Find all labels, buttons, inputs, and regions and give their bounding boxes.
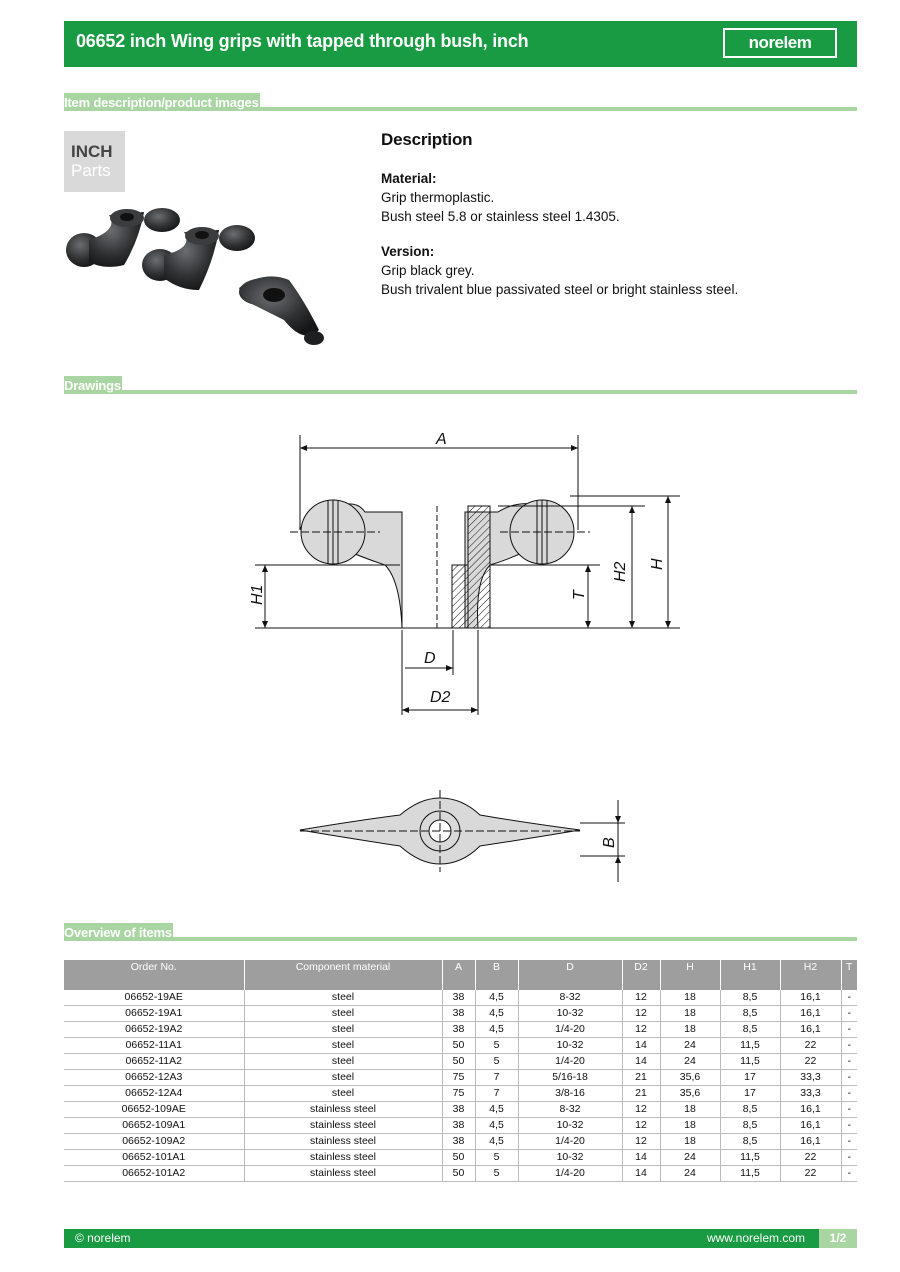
col-header: H [660, 960, 720, 990]
table-cell: 11,5 [720, 1150, 780, 1166]
table-cell: 5/16-18 [518, 1070, 622, 1086]
col-header: D2 [622, 960, 660, 990]
table-cell: 06652-101A1 [64, 1150, 244, 1166]
badge-line1: INCH [71, 142, 113, 161]
table-cell: 06652-109A1 [64, 1118, 244, 1134]
table-cell: 5 [475, 1038, 518, 1054]
table-cell: 12 [622, 990, 660, 1006]
table-cell: 8,5 [720, 1134, 780, 1150]
table-cell: 38 [442, 1134, 475, 1150]
table-cell: 8,5 [720, 1006, 780, 1022]
table-cell: 10-32 [518, 1038, 622, 1054]
table-cell: 7 [475, 1086, 518, 1102]
table-cell: 18 [660, 1006, 720, 1022]
table-cell: 38 [442, 1022, 475, 1038]
dim-label-A: A [436, 431, 447, 448]
material-label: Material: [381, 171, 437, 186]
table-row [64, 1022, 857, 1038]
table-cell: 8,5 [720, 1102, 780, 1118]
table-cell: 12 [622, 1118, 660, 1134]
dim-label-H: H [649, 558, 666, 570]
col-header: H2 [780, 960, 841, 990]
table-row [64, 1150, 857, 1166]
table-cell: steel [244, 1070, 442, 1086]
footer-copyright: © norelem [75, 1231, 131, 1245]
table-cell: 4,5 [475, 1022, 518, 1038]
dim-label-D: D [424, 650, 436, 667]
table-cell: 06652-12A4 [64, 1086, 244, 1102]
table-cell: 38 [442, 1102, 475, 1118]
table-cell: 3/8-16 [518, 1086, 622, 1102]
table-cell: stainless steel [244, 1150, 442, 1166]
table-cell: 38 [442, 1118, 475, 1134]
table-cell: 75 [442, 1086, 475, 1102]
table-row [64, 1166, 857, 1182]
table-cell: steel [244, 1022, 442, 1038]
table-cell: 18 [660, 1118, 720, 1134]
description-block [381, 130, 851, 315]
table-cell: - [841, 1118, 857, 1134]
material-line: Grip thermoplastic. [381, 190, 495, 205]
table-row [64, 1134, 857, 1150]
table-cell: 14 [622, 1054, 660, 1070]
table-cell: 1/4-20 [518, 1134, 622, 1150]
page-header [64, 21, 857, 67]
section-label: Drawings [64, 378, 121, 393]
table-cell: 14 [622, 1150, 660, 1166]
table-cell: 1/4-20 [518, 1022, 622, 1038]
table-cell: 21 [622, 1070, 660, 1086]
items-table [64, 960, 857, 1182]
table-cell: stainless steel [244, 1166, 442, 1182]
table-cell: 50 [442, 1038, 475, 1054]
table-row [64, 1070, 857, 1086]
table-cell: - [841, 990, 857, 1006]
table-cell: - [841, 1150, 857, 1166]
table-cell: 10-32 [518, 1150, 622, 1166]
table-cell: 8,5 [720, 1118, 780, 1134]
table-cell: 5 [475, 1054, 518, 1070]
table-cell: 06652-11A1 [64, 1038, 244, 1054]
table-cell: 50 [442, 1150, 475, 1166]
page-footer [64, 1229, 857, 1248]
table-cell: 75 [442, 1070, 475, 1086]
col-header: Order No. [64, 960, 244, 990]
table-cell: steel [244, 1086, 442, 1102]
section-item-description [64, 91, 857, 111]
table-cell: 17 [720, 1086, 780, 1102]
table-cell: 11,5 [720, 1166, 780, 1182]
table-cell: 33,3 [780, 1070, 841, 1086]
col-header: Component material [244, 960, 442, 990]
table-cell: 12 [622, 1022, 660, 1038]
table-cell: 17 [720, 1070, 780, 1086]
table-cell: 11,5 [720, 1038, 780, 1054]
table-cell: 12 [622, 1006, 660, 1022]
footer-url[interactable]: www.norelem.com [706, 1231, 805, 1245]
col-header: A [442, 960, 475, 990]
table-cell: - [841, 1166, 857, 1182]
dim-label-H1: H1 [249, 584, 266, 605]
table-cell: 14 [622, 1166, 660, 1182]
dim-label-H2: H2 [612, 561, 629, 582]
table-cell: stainless steel [244, 1102, 442, 1118]
table-cell: 10-32 [518, 1006, 622, 1022]
table-cell: 16,1 [780, 1118, 841, 1134]
table-cell: - [841, 1070, 857, 1086]
material-block [381, 169, 851, 226]
table-cell: 22 [780, 1150, 841, 1166]
inch-parts-badge [64, 131, 125, 192]
table-cell: - [841, 1086, 857, 1102]
version-line: Bush trivalent blue passivated steel or bright stainless steel. [381, 282, 739, 297]
table-cell: 35,6 [660, 1070, 720, 1086]
table-row [64, 1006, 857, 1022]
section-label: Overview of items [64, 925, 172, 940]
table-cell: 35,6 [660, 1086, 720, 1102]
table-cell: 38 [442, 990, 475, 1006]
table-cell: - [841, 1006, 857, 1022]
table-cell: - [841, 1054, 857, 1070]
table-row [64, 990, 857, 1006]
col-header: H1 [720, 960, 780, 990]
table-header-row [64, 960, 857, 990]
table-cell: 06652-109AE [64, 1102, 244, 1118]
table-cell: 24 [660, 1054, 720, 1070]
table-row [64, 1038, 857, 1054]
col-header: B [475, 960, 518, 990]
table-cell: 11,5 [720, 1054, 780, 1070]
table-cell: 16,1 [780, 990, 841, 1006]
table-cell: 1/4-20 [518, 1166, 622, 1182]
table-cell: 24 [660, 1150, 720, 1166]
table-cell: steel [244, 1006, 442, 1022]
table-cell: 4,5 [475, 1102, 518, 1118]
table-cell: 10-32 [518, 1118, 622, 1134]
page-number: 1/2 [819, 1229, 857, 1248]
table-cell: 16,1 [780, 1102, 841, 1118]
table-cell: 8,5 [720, 990, 780, 1006]
section-drawings [64, 374, 857, 394]
table-cell: 12 [622, 1102, 660, 1118]
table-cell: 7 [475, 1070, 518, 1086]
table-cell: - [841, 1038, 857, 1054]
table-cell: 06652-101A2 [64, 1166, 244, 1182]
table-cell: 1/4-20 [518, 1054, 622, 1070]
table-cell: 22 [780, 1166, 841, 1182]
table-cell: 4,5 [475, 990, 518, 1006]
table-cell: 14 [622, 1038, 660, 1054]
table-cell: - [841, 1022, 857, 1038]
table-cell: - [841, 1134, 857, 1150]
dim-label-B: B [601, 837, 618, 848]
table-cell: 38 [442, 1006, 475, 1022]
table-cell: 06652-12A3 [64, 1070, 244, 1086]
table-row [64, 1102, 857, 1118]
dim-label-D2: D2 [430, 689, 451, 706]
table-cell: 8-32 [518, 1102, 622, 1118]
table-cell: stainless steel [244, 1134, 442, 1150]
table-cell: 06652-19A2 [64, 1022, 244, 1038]
table-cell: 21 [622, 1086, 660, 1102]
table-cell: 4,5 [475, 1118, 518, 1134]
table-cell: 18 [660, 1022, 720, 1038]
table-cell: stainless steel [244, 1118, 442, 1134]
table-cell: 06652-19AE [64, 990, 244, 1006]
table-cell: 06652-19A1 [64, 1006, 244, 1022]
table-cell: 16,1 [780, 1022, 841, 1038]
table-cell: 5 [475, 1166, 518, 1182]
table-cell: 33,3 [780, 1086, 841, 1102]
table-cell: 16,1 [780, 1134, 841, 1150]
col-header: D [518, 960, 622, 990]
page-title: 06652 inch Wing grips with tapped through bush, inch [76, 31, 529, 51]
table-row [64, 1086, 857, 1102]
table-cell: 16,1 [780, 1006, 841, 1022]
table-cell: 12 [622, 1134, 660, 1150]
table-cell: 06652-109A2 [64, 1134, 244, 1150]
table-row [64, 1054, 857, 1070]
table-cell: 50 [442, 1166, 475, 1182]
norelem-logo: norelem [723, 28, 837, 58]
section-overview [64, 921, 857, 941]
table-cell: 50 [442, 1054, 475, 1070]
table-cell: steel [244, 1054, 442, 1070]
bush-section-hatch [468, 506, 490, 628]
table-cell: 22 [780, 1038, 841, 1054]
version-label: Version: [381, 244, 435, 259]
description-heading: Description [381, 130, 473, 149]
table-cell: 8,5 [720, 1022, 780, 1038]
product-image [64, 200, 334, 350]
table-cell: 18 [660, 1102, 720, 1118]
table-cell: 18 [660, 990, 720, 1006]
version-line: Grip black grey. [381, 263, 475, 278]
table-row [64, 1118, 857, 1134]
table-cell: 24 [660, 1166, 720, 1182]
version-block [381, 242, 851, 299]
badge-line2: Parts [71, 161, 111, 180]
section-label: Item description/product images [64, 95, 259, 110]
table-cell: 06652-11A2 [64, 1054, 244, 1070]
table-cell: 4,5 [475, 1006, 518, 1022]
table-cell: steel [244, 990, 442, 1006]
table-cell: 24 [660, 1038, 720, 1054]
technical-drawing [200, 420, 700, 900]
material-line: Bush steel 5.8 or stainless steel 1.4305. [381, 209, 620, 224]
table-cell: 8-32 [518, 990, 622, 1006]
dim-label-T: T [571, 590, 588, 600]
table-cell: 4,5 [475, 1134, 518, 1150]
table-cell: - [841, 1102, 857, 1118]
col-header: T [841, 960, 857, 990]
table-cell: 22 [780, 1054, 841, 1070]
table-cell: 5 [475, 1150, 518, 1166]
table-cell: steel [244, 1038, 442, 1054]
table-cell: 18 [660, 1134, 720, 1150]
